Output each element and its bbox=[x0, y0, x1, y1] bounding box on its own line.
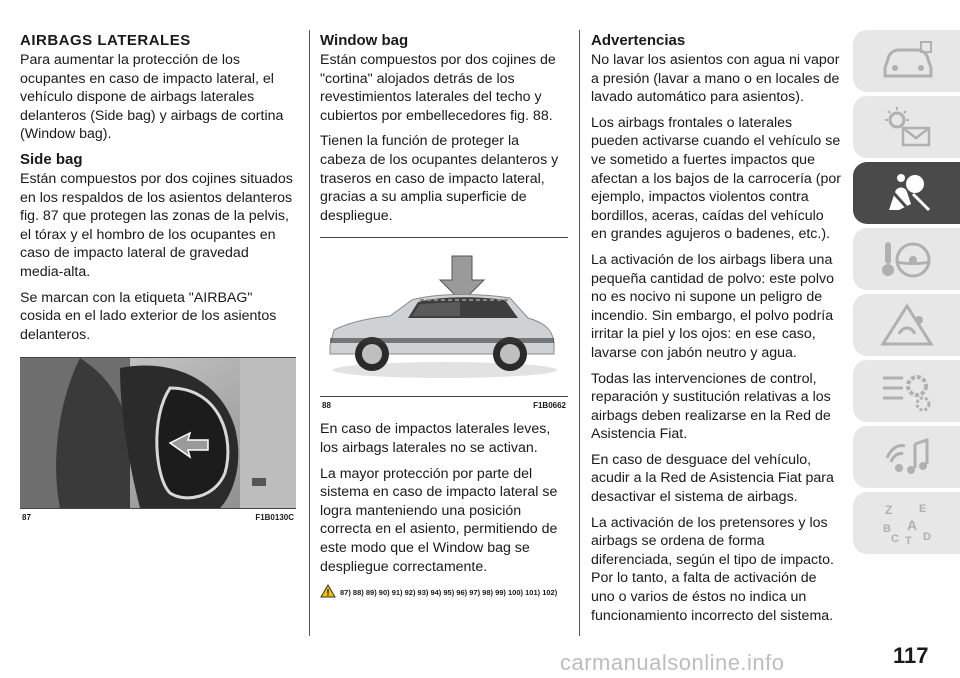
index-letter: T bbox=[904, 535, 912, 546]
figure-code: F1B0130C bbox=[255, 513, 294, 523]
maintenance-gears-icon bbox=[879, 368, 935, 414]
side-bag-paragraph-2: Se marcan con la etiqueta "AIRBAG" cosida en el lado exterior de los asientos delanteros. bbox=[20, 289, 277, 343]
car-side-window-bag-illustration bbox=[320, 238, 568, 396]
side-bag-paragraph-1: Están compuestos por dos cojines situados en los respaldos de los asientos delanteros fig. 87 que protegen las zonas de la pelvis, el tórax y el hombro de los ocupantes en caso de impacto lateral de gravedad media-alta. bbox=[20, 170, 293, 280]
warning-lights-icon bbox=[879, 104, 935, 150]
side-bag-heading: Side bag bbox=[20, 150, 83, 168]
warning-paragraph: Los airbags frontales o laterales pueden activarse cuando el vehículo se ve sometido a fuertes impactos que afectan a los bajos de la carrocería (por ejemplo, impactos violentos contra bordillos, aceras, caídas del vehículo en grandes agujeros o badenes, etc.). bbox=[591, 114, 841, 243]
section-title: AIRBAGS LATERALES bbox=[20, 32, 191, 49]
car-dashboard-icon bbox=[879, 38, 935, 84]
column-left bbox=[20, 30, 296, 522]
column-divider bbox=[579, 30, 580, 636]
chapter-sidebar bbox=[853, 30, 960, 558]
window-bag-paragraph-1: Están compuestos por dos cojines de "cortina" alojados detrás de los revestimientos laterales del techo y cubiertos por embellecedores fig. 88. bbox=[320, 52, 556, 124]
index-letter: B bbox=[882, 523, 891, 535]
warnings-heading: Advertencias bbox=[591, 32, 686, 49]
warning-paragraph: La activación de los pretensores y los airbags se ordena de forma diferenciada, según el tipo de impacto. Por lo tanto, a falta de activación de uno o varios de éstos no indica un funcionamiento incorrecto del sistema. bbox=[591, 514, 834, 624]
figure-88-caption bbox=[320, 397, 568, 410]
window-bag-heading: Window bag bbox=[320, 32, 409, 49]
figure-87 bbox=[20, 357, 296, 509]
tab-warning-lights[interactable] bbox=[853, 96, 960, 158]
tab-dashboard[interactable] bbox=[853, 30, 960, 92]
key-steering-wheel-icon bbox=[879, 236, 935, 282]
index-letter: Z bbox=[884, 503, 892, 517]
warning-paragraph: En caso de desguace del vehículo, acudir a la Red de Asistencia Fiat para desactivar el sistema de airbags. bbox=[591, 451, 834, 506]
seat-side-airbag-illustration bbox=[20, 358, 296, 508]
column-right bbox=[591, 30, 841, 632]
warning-triangle-icon bbox=[320, 584, 336, 602]
page-number: 117 bbox=[893, 643, 929, 668]
warning-paragraph: La activación de los airbags libera una pequeña cantidad de polvo: este polvo no es nocivo ni supone un peligro de incendio. Sin embargo, el polvo podría irritar la piel y los ojos: en ese caso, lavarse con jabón neutro y agua. bbox=[591, 251, 834, 361]
tab-index[interactable] bbox=[853, 492, 960, 554]
index-letter: D bbox=[922, 531, 931, 543]
window-bag-paragraph-2: Tienen la función de proteger la cabeza de los ocupantes delanteros y traseros en caso de impacto lateral, gracias a su amplia superficie de despliegue. bbox=[320, 133, 559, 224]
figure-87-caption bbox=[20, 509, 296, 522]
figure-number: 87 bbox=[22, 513, 31, 523]
figure-number: 88 bbox=[322, 401, 331, 411]
index-letter: C bbox=[890, 533, 899, 545]
emergency-triangle-icon bbox=[879, 302, 935, 348]
warning-paragraph: No lavar los asientos con agua ni vapor a presión (lavar a mano o en locales de lavado automático para asientos). bbox=[591, 52, 840, 106]
figure-code: F1B0662 bbox=[533, 401, 566, 411]
intro-paragraph: Para aumentar la protección de los ocupantes en caso de impacto lateral, el vehículo dispone de airbags laterales delanteros (Side bag) y airbags de cortina (Window bag). bbox=[20, 52, 284, 143]
index-letter: E bbox=[918, 503, 926, 515]
multimedia-icon bbox=[879, 434, 935, 480]
index-letters-icon bbox=[879, 500, 935, 546]
tab-emergency[interactable] bbox=[853, 294, 960, 356]
warning-references bbox=[320, 584, 568, 602]
column-divider bbox=[309, 30, 310, 636]
warning-paragraph: Todas las intervenciones de control, reparación y sustitución relativas a los airbags deben realizarse en la Red de Asistencia Fiat. bbox=[591, 370, 831, 443]
figure-88 bbox=[320, 237, 568, 397]
index-letter: A bbox=[906, 517, 917, 533]
window-bag-paragraph-4: La mayor protección por parte del sistema en caso de impacto lateral se logra manteniendo una posición correcta en el asiento, permitiendo de este modo que el Window bag se despliegue correctamente. bbox=[320, 465, 558, 575]
reference-numbers: 87) 88) 89) 90) 91) 92) 93) 94) 95) 96) 97) 98) 99) 100) 101) 102) bbox=[340, 588, 558, 598]
window-bag-paragraph-3: En caso de impactos laterales leves, los airbags laterales no se activan. bbox=[320, 421, 551, 456]
tab-multimedia[interactable] bbox=[853, 426, 960, 488]
tab-safety[interactable] bbox=[853, 162, 960, 224]
tab-starting-driving[interactable] bbox=[853, 228, 960, 290]
tab-maintenance[interactable] bbox=[853, 360, 960, 422]
column-middle bbox=[320, 30, 568, 602]
watermark: carmanualsonline.info bbox=[560, 650, 785, 675]
airbag-seatbelt-icon bbox=[879, 170, 935, 216]
